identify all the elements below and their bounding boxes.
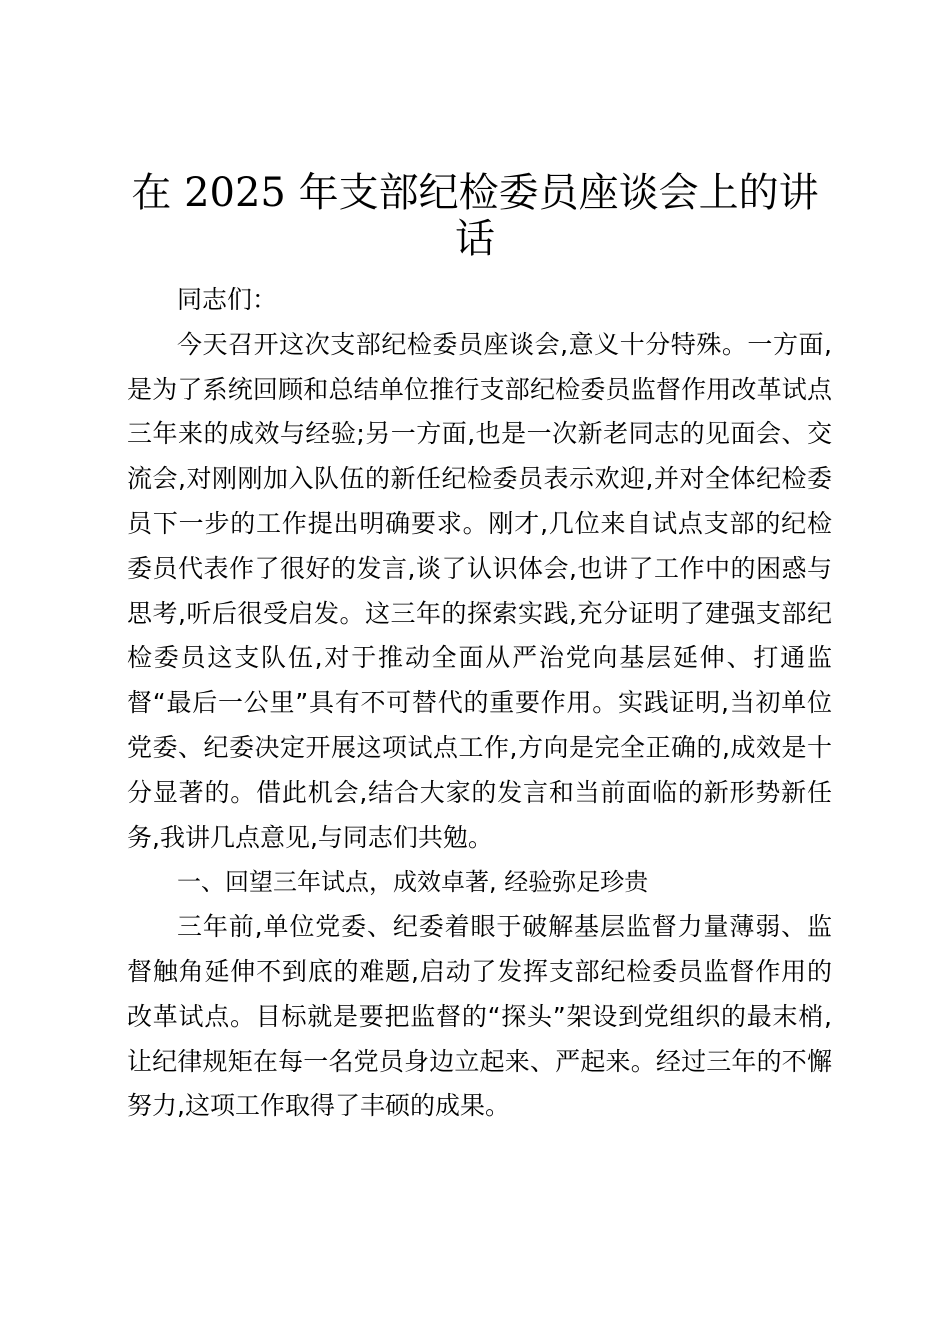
document-title: 在 2025 年支部纪检委员座谈会上的讲话: [131, 170, 819, 262]
greeting: 同志们：: [177, 285, 278, 314]
section-heading: 一、回望三年试点，成效卓著, 经验弥足珍贵: [177, 868, 649, 897]
paragraph-section-1: 三年前,单位党委、纪委着眼于破解基层监督力量薄弱、监督触角延伸不到底的难题,启动了发挥支部纪检委员监督作用的改革试点。目标就是要把监督的“探头”架设到党组织的最末梢,让纪律规矩在每一名党员身边立起来、严起来。经过三年的不懈努力,这项工作取得了丰硕的成果。: [127, 912, 832, 1121]
paragraph-intro: 今天召开这次支部纪检委员座谈会,意义十分特殊。一方面,是为了系统回顾和总结单位推行支部纪检委员监督作用改革试点三年来的成效与经验;另一方面,也是一次新老同志的见面会、交流会,对刚刚加入队伍的新任纪检委员表示欢迎,并对全体纪检委员下一步的工作提出明确要求。刚才,几位来自试点支部的纪检委员代表作了很好的发言,谈了认识体会,也讲了工作中的困惑与思考,听后很受启发。这三年的探索实践,充分证明了建强支部纪检委员这支队伍,对于推动全面从严治党向基层延伸、打通监督“最后一公里”具有不可替代的重要作用。实践证明,当初单位党委、纪委决定开展这项试点工作,方向是完全正确的,成效是十分显著的。借此机会,结合大家的发言和当前面临的新形势新任务,我讲几点意见,与同志们共勉。: [127, 329, 832, 852]
document-body: [127, 278, 832, 1129]
